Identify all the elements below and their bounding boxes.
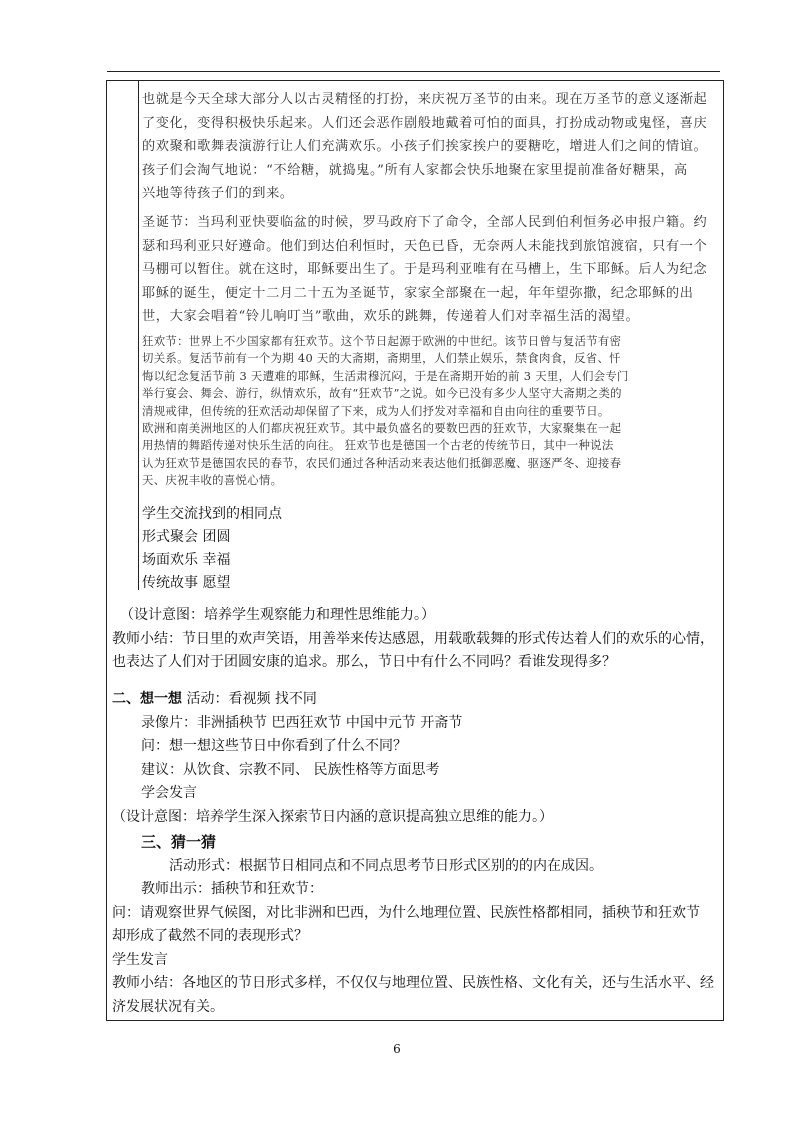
halloween-line: 也就是今天全球大部分人以古灵精怪的打扮，来庆祝万圣节的由来。现在万圣节的意义逐渐起 bbox=[142, 92, 708, 107]
common-points bbox=[142, 503, 282, 595]
section3-title: 三、猜一猜 bbox=[141, 833, 217, 851]
design-intent-2: （设计意图：培养学生深入探索节日内涵的意识提高独立思维的能力。） bbox=[112, 808, 553, 825]
section3-question: 却形成了截然不同的表现形式？ bbox=[112, 928, 308, 944]
teacher-summary-line: 也表达了人们对于团圆安康的追求。那么，节日中有什么不同吗？看谁发现得多？ bbox=[112, 654, 616, 670]
section3-summary: 教师小结：各地区的节日形式多样，不仅仅与地理位置、民族性格、文化有关，还与生活水平、经 bbox=[112, 975, 714, 991]
carnival-line: 天、庆祝丰收的喜悦心情。 bbox=[142, 473, 283, 488]
first-summary bbox=[112, 604, 714, 675]
common-points-heading: 学生交流找到的相同点 bbox=[142, 506, 282, 522]
carnival-line: 狂欢节：世界上不少国家都有狂欢节。这个节日起源于欧洲的中世纪。该节日曾与复活节有密 bbox=[142, 334, 622, 348]
carnival-line: 悔以纪念复活节前 3 天遭难的耶稣，生活肃穆沉闷，于是在斋期开始的前 3 天里，人们会专门 bbox=[142, 368, 629, 383]
christmas-line: 圣诞节：当玛利亚快要临盆的时候，罗马政府下了命令，全部人民到伯利恒务必申报户籍。约 bbox=[142, 215, 708, 230]
common-point-item: 场面欢乐 幸福 bbox=[142, 552, 231, 568]
section2-title: 二、想一想 bbox=[112, 691, 182, 707]
carnival-line: 清规戒律，但传统的狂欢活动却保留了下来，成为人们抒发对幸福和自由向往的重要节日。 bbox=[142, 403, 610, 418]
section2-suggestion: 建议：从饮食、宗教不同、 民族性格等方面思考 bbox=[141, 761, 440, 778]
section2-activity: 活动：看视频 找不同 bbox=[182, 691, 317, 707]
section3-teacher-show: 教师出示：插秧节和狂欢节： bbox=[141, 881, 323, 897]
section3-speak: 学生发言 bbox=[112, 951, 168, 968]
carnival-paragraph bbox=[142, 333, 629, 490]
inner-border-line bbox=[138, 81, 139, 590]
section3-summary: 济发展状况有关。 bbox=[112, 998, 224, 1015]
section2-heading-line bbox=[112, 688, 553, 712]
halloween-paragraph bbox=[142, 88, 707, 206]
carnival-line: 切关系。复活节前有一个为期 40 天的大斋期，斋期里，人们禁止娱乐，禁食肉食，反省、忏 bbox=[142, 351, 621, 366]
halloween-line: 了变化，变得积极快乐起来。人们还会恶作剧般地戴着可怕的面具，打扮成动物或鬼怪，喜庆 bbox=[142, 115, 708, 131]
header-rule bbox=[107, 71, 720, 72]
section-guess bbox=[112, 831, 714, 1019]
section-think bbox=[112, 688, 553, 829]
halloween-line: 兴地等待孩子们的到来。 bbox=[142, 186, 294, 201]
christmas-line: 耶稣的诞生，便定十二月二十五为圣诞节，家家全部聚在一起，年年望弥撒，纪念耶稣的出 bbox=[142, 285, 694, 301]
carnival-line: 认为狂欢节是德国农民的春节，农民们通过各种活动来表达他们抵御恶魔、驱逐严冬、迎接春 bbox=[142, 455, 622, 470]
teacher-summary-line: 教师小结：节日里的欢声笑语，用善举来传达感恩，用载歌载舞的形式传达着人们的欢乐的心情， bbox=[112, 630, 714, 647]
carnival-line: 举行宴会、舞会、游行，纵情欢乐，故有“狂欢节”之说。如今已没有多少人坚守大斋期之类的 bbox=[142, 386, 622, 401]
carnival-line: 用热情的舞蹈传递对快乐生活的向往。 狂欢节也是德国一个古老的传统节日，其中一种说法 bbox=[142, 438, 614, 453]
christmas-line: 瑟和玛利亚只好遵命。他们到达伯利恒时，天色已昏，无奈两人未能找到旅馆渡宿，只有一个 bbox=[142, 238, 708, 254]
christmas-paragraph bbox=[142, 211, 707, 329]
halloween-line: 的欢聚和歌舞表演游行让人们充满欢乐。小孩子们挨家挨户的要糖吃，增进人们之间的情谊。 bbox=[142, 139, 708, 154]
common-point-item: 传统故事 愿望 bbox=[142, 575, 231, 591]
section2-speak: 学会发言 bbox=[141, 785, 197, 801]
christmas-line: 马棚可以暂住。就在这时，耶稣要出生了。于是玛利亚唯有在马槽上，生下耶稣。后人为纪念 bbox=[142, 262, 708, 277]
design-intent-1: （设计意图：培养学生观察能力和理性思维能力。） bbox=[120, 607, 435, 623]
halloween-line: 孩子们会淘气地说：“不给糖，就捣鬼。”所有人家都会快乐地聚在家里提前准备好糖果，高 bbox=[142, 162, 688, 178]
section3-activity: 活动形式：根据节日相同点和不同点思考节日形式区别的的内在成因。 bbox=[169, 857, 603, 874]
common-point-item: 形式聚会 团圆 bbox=[142, 529, 231, 545]
section3-question: 问：请观察世界气候图，对比非洲和巴西，为什么地理位置、民族性格都相同，插秧节和狂欢节 bbox=[112, 904, 700, 921]
page-number: 6 bbox=[393, 1042, 401, 1056]
section2-question: 问：想一想这些节日中你看到了什么不同？ bbox=[141, 738, 407, 754]
section2-video: 录像片：非洲插秧节 巴西狂欢节 中国中元节 开斋节 bbox=[141, 714, 463, 731]
carnival-line: 欧洲和南美洲地区的人们都庆祝狂欢节。其中最负盛名的要数巴西的狂欢节，大家聚集在一起 bbox=[142, 421, 622, 436]
christmas-line: 世，大家会唱着“铃儿响叮当”歌曲，欢乐的跳舞，传递着人们对幸福生活的渴望。 bbox=[142, 309, 640, 324]
